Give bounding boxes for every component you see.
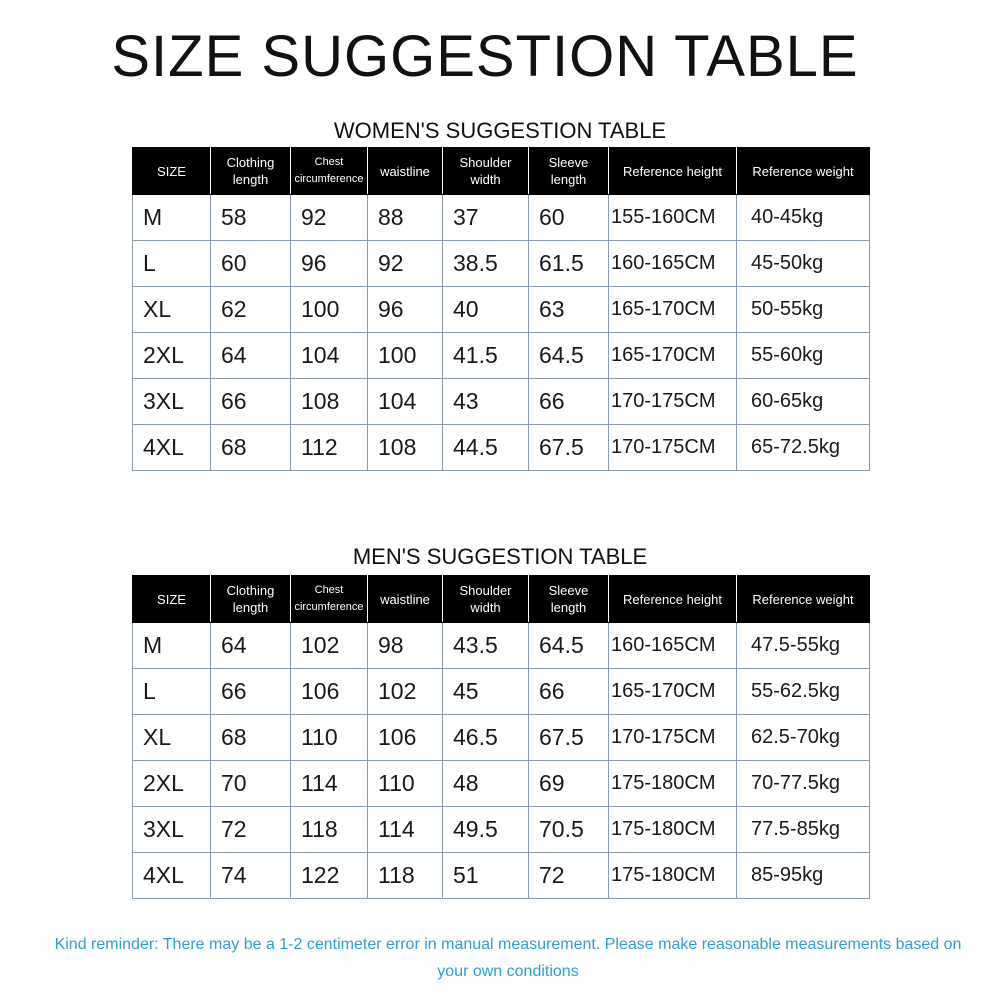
column-header: Chest circumference [291, 576, 368, 623]
table-cell: 112 [291, 425, 368, 471]
table-cell: 55-60kg [737, 333, 870, 379]
women-table-title: WOMEN'S SUGGESTION TABLE [333, 118, 667, 143]
table-row [133, 379, 870, 425]
measurement-reminder: Kind reminder: There may be a 1-2 centimeter error in manual measurement. Please make reasonable measurements based on your own conditions [54, 936, 962, 980]
table-row [133, 333, 870, 379]
table-cell: L [133, 669, 211, 715]
table-cell: 104 [291, 333, 368, 379]
table-cell: 100 [368, 333, 443, 379]
table-cell: 4XL [133, 425, 211, 471]
table-cell: 61.5 [529, 241, 609, 287]
table-row [133, 669, 870, 715]
table-cell: 175-180CM [609, 761, 737, 807]
table-row [133, 241, 870, 287]
column-header: Reference height [609, 576, 737, 623]
table-cell: 102 [368, 669, 443, 715]
table-cell: 2XL [133, 333, 211, 379]
table-cell: 96 [291, 241, 368, 287]
table-cell: 114 [368, 807, 443, 853]
table-cell: 40-45kg [737, 195, 870, 241]
table-cell: 66 [529, 669, 609, 715]
table-cell: 85-95kg [737, 853, 870, 899]
table-cell: 66 [211, 379, 291, 425]
table-cell: 45 [443, 669, 529, 715]
table-cell: 122 [291, 853, 368, 899]
column-header: Reference weight [737, 576, 870, 623]
table-cell: M [133, 623, 211, 669]
table-cell: 70-77.5kg [737, 761, 870, 807]
table-cell: 64.5 [529, 623, 609, 669]
table-cell: 170-175CM [609, 715, 737, 761]
column-header: Shoulder width [443, 576, 529, 623]
table-cell: 175-180CM [609, 807, 737, 853]
table-cell: 45-50kg [737, 241, 870, 287]
table-cell: 110 [368, 761, 443, 807]
table-cell: 100 [291, 287, 368, 333]
men-size-table [132, 575, 870, 899]
column-header: waistline [368, 148, 443, 195]
table-cell: 175-180CM [609, 853, 737, 899]
table-row [133, 287, 870, 333]
column-header: Sleeve length [529, 576, 609, 623]
table-header-row [133, 148, 870, 195]
table-cell: 3XL [133, 379, 211, 425]
table-row [133, 761, 870, 807]
table-cell: 92 [368, 241, 443, 287]
table-cell: 160-165CM [609, 623, 737, 669]
table-cell: 4XL [133, 853, 211, 899]
table-cell: 38.5 [443, 241, 529, 287]
table-cell: 66 [211, 669, 291, 715]
column-header: Sleeve length [529, 148, 609, 195]
table-cell: 60 [529, 195, 609, 241]
table-cell: 2XL [133, 761, 211, 807]
table-cell: 68 [211, 425, 291, 471]
table-cell: 49.5 [443, 807, 529, 853]
table-cell: 65-72.5kg [737, 425, 870, 471]
table-cell: 41.5 [443, 333, 529, 379]
table-cell: 165-170CM [609, 287, 737, 333]
table-cell: 118 [368, 853, 443, 899]
table-cell: 62 [211, 287, 291, 333]
table-cell: 102 [291, 623, 368, 669]
column-header: Chest circumference [291, 148, 368, 195]
column-header: Clothing length [211, 576, 291, 623]
table-cell: 155-160CM [609, 195, 737, 241]
table-cell: 46.5 [443, 715, 529, 761]
column-header: Shoulder width [443, 148, 529, 195]
table-cell: 62.5-70kg [737, 715, 870, 761]
table-cell: 96 [368, 287, 443, 333]
table-row [133, 715, 870, 761]
table-row [133, 853, 870, 899]
table-cell: 72 [529, 853, 609, 899]
table-row [133, 425, 870, 471]
table-cell: 70.5 [529, 807, 609, 853]
table-cell: 170-175CM [609, 379, 737, 425]
table-cell: 64 [211, 333, 291, 379]
table-cell: 118 [291, 807, 368, 853]
table-cell: 165-170CM [609, 669, 737, 715]
table-cell: 106 [291, 669, 368, 715]
table-cell: 47.5-55kg [737, 623, 870, 669]
table-cell: 60 [211, 241, 291, 287]
column-header: SIZE [133, 148, 211, 195]
table-cell: 37 [443, 195, 529, 241]
table-cell: 64.5 [529, 333, 609, 379]
table-cell: 108 [291, 379, 368, 425]
table-cell: L [133, 241, 211, 287]
table-cell: 74 [211, 853, 291, 899]
table-cell: 58 [211, 195, 291, 241]
table-cell: 67.5 [529, 715, 609, 761]
table-cell: 50-55kg [737, 287, 870, 333]
table-row [133, 195, 870, 241]
table-cell: 104 [368, 379, 443, 425]
table-cell: 64 [211, 623, 291, 669]
table-cell: 77.5-85kg [737, 807, 870, 853]
column-header: Reference height [609, 148, 737, 195]
table-cell: 106 [368, 715, 443, 761]
table-cell: M [133, 195, 211, 241]
table-cell: 69 [529, 761, 609, 807]
table-cell: 160-165CM [609, 241, 737, 287]
table-cell: 44.5 [443, 425, 529, 471]
table-cell: XL [133, 715, 211, 761]
table-cell: 170-175CM [609, 425, 737, 471]
table-cell: 63 [529, 287, 609, 333]
table-cell: 60-65kg [737, 379, 870, 425]
table-cell: 114 [291, 761, 368, 807]
column-header: Clothing length [211, 148, 291, 195]
page-title: SIZE SUGGESTION TABLE [111, 24, 859, 89]
table-cell: 108 [368, 425, 443, 471]
table-cell: 70 [211, 761, 291, 807]
table-cell: 72 [211, 807, 291, 853]
men-table-title: MEN'S SUGGESTION TABLE [352, 544, 648, 569]
table-cell: 55-62.5kg [737, 669, 870, 715]
table-cell: 67.5 [529, 425, 609, 471]
column-header: Reference weight [737, 148, 870, 195]
table-header-row [133, 576, 870, 623]
table-cell: 92 [291, 195, 368, 241]
table-cell: 68 [211, 715, 291, 761]
column-header: waistline [368, 576, 443, 623]
table-cell: 165-170CM [609, 333, 737, 379]
table-cell: 3XL [133, 807, 211, 853]
column-header: SIZE [133, 576, 211, 623]
table-cell: 51 [443, 853, 529, 899]
table-cell: XL [133, 287, 211, 333]
table-cell: 43 [443, 379, 529, 425]
table-cell: 40 [443, 287, 529, 333]
table-cell: 48 [443, 761, 529, 807]
table-cell: 43.5 [443, 623, 529, 669]
table-cell: 110 [291, 715, 368, 761]
table-row [133, 807, 870, 853]
table-row [133, 623, 870, 669]
women-size-table [132, 147, 870, 471]
table-cell: 88 [368, 195, 443, 241]
table-cell: 98 [368, 623, 443, 669]
table-cell: 66 [529, 379, 609, 425]
